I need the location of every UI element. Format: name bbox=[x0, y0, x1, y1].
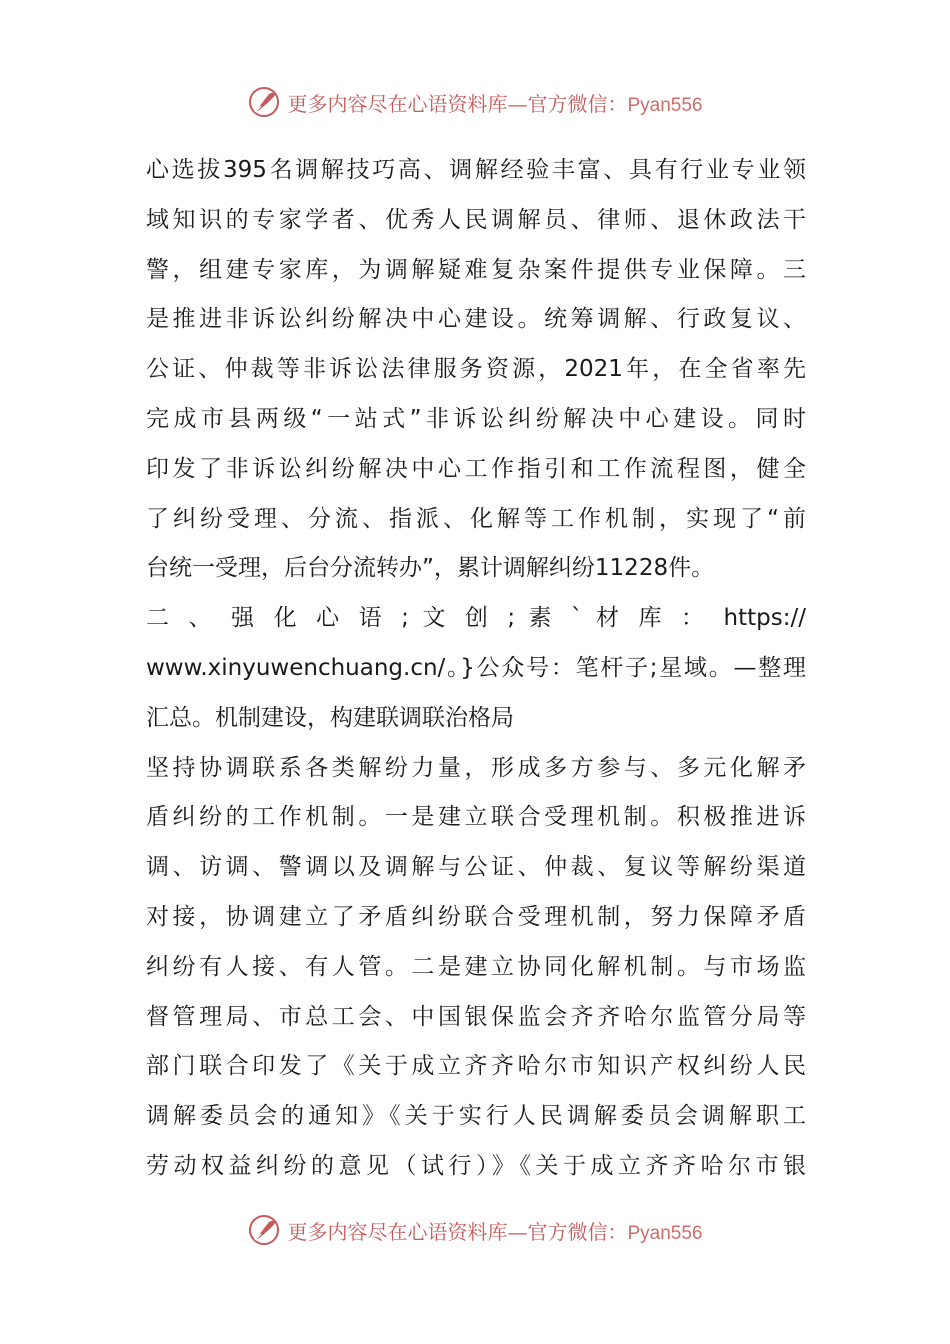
footer-wechat-id: Pyan556 bbox=[627, 1222, 703, 1244]
text-line: 二 、 强 化 心 语 ; 文 创 ; 素 ` 材 库 ： https:// bbox=[146, 605, 806, 632]
text-line: 完成市县两级“一站式”非诉讼纠纷解决中心建设。同时 bbox=[146, 405, 806, 432]
quill-pen-logo-icon bbox=[247, 85, 281, 119]
footer-banner bbox=[0, 1210, 950, 1250]
text-line: 台统一受理，后台分流转办”，累计调解纠纷11228件。 bbox=[146, 555, 715, 582]
text-line: 了纠纷受理、分流、指派、化解等工作机制，实现了“前 bbox=[146, 505, 806, 532]
text-line: 劳动权益纠纷的意见（试行）》《关于成立齐齐哈尔市银 bbox=[146, 1152, 806, 1179]
document-body bbox=[146, 146, 806, 1192]
text-line: 印发了非诉讼纠纷解决中心工作指引和工作流程图，健全 bbox=[146, 455, 806, 482]
text-line: 坚持协调联系各类解纷力量，形成多方参与、多元化解矛 bbox=[146, 754, 806, 781]
header-wechat-id: Pyan556 bbox=[627, 94, 703, 116]
text-line: 公证、仲裁等非诉讼法律服务资源，2021年，在全省率先 bbox=[146, 356, 806, 383]
quill-pen-logo-icon bbox=[247, 1213, 281, 1247]
text-line: 是推进非诉讼纠纷解决中心建设。统筹调解、行政复议、 bbox=[146, 306, 806, 333]
text-line: 督管理局、市总工会、中国银保监会齐齐哈尔监管分局等 bbox=[146, 1003, 806, 1030]
footer-banner-text: 更多内容尽在心语资料库—官方微信：Pyan556 bbox=[287, 1219, 703, 1244]
text-line: 调、访调、警调以及调解与公证、仲裁、复议等解纷渠道 bbox=[146, 854, 806, 881]
header-banner bbox=[0, 82, 950, 122]
text-line: 汇总。机制建设，构建联调联治格局 bbox=[146, 704, 514, 731]
text-line: 部门联合印发了《关于成立齐齐哈尔市知识产权纠纷人民 bbox=[146, 1053, 806, 1080]
header-banner-text: 更多内容尽在心语资料库—官方微信：Pyan556 bbox=[287, 91, 703, 116]
text-line: www.xinyuwenchuang.cn/。}公众号：笔杆子;星域。—整理 bbox=[146, 654, 806, 681]
text-line: 警，组建专家库，为调解疑难复杂案件提供专业保障。三 bbox=[146, 256, 806, 283]
text-line: 域知识的专家学者、优秀人民调解员、律师、退休政法干 bbox=[146, 206, 806, 233]
text-line: 盾纠纷的工作机制。一是建立联合受理机制。积极推进诉 bbox=[146, 804, 806, 831]
text-line: 调解委员会的通知》《关于实行人民调解委员会调解职工 bbox=[146, 1103, 806, 1130]
text-line: 心选拔395名调解技巧高、调解经验丰富、具有行业专业领 bbox=[146, 157, 806, 183]
text-line: 纠纷有人接、有人管。二是建立协同化解机制。与市场监 bbox=[146, 953, 806, 980]
text-line: 对接，协调建立了矛盾纠纷联合受理机制，努力保障矛盾 bbox=[146, 903, 806, 930]
